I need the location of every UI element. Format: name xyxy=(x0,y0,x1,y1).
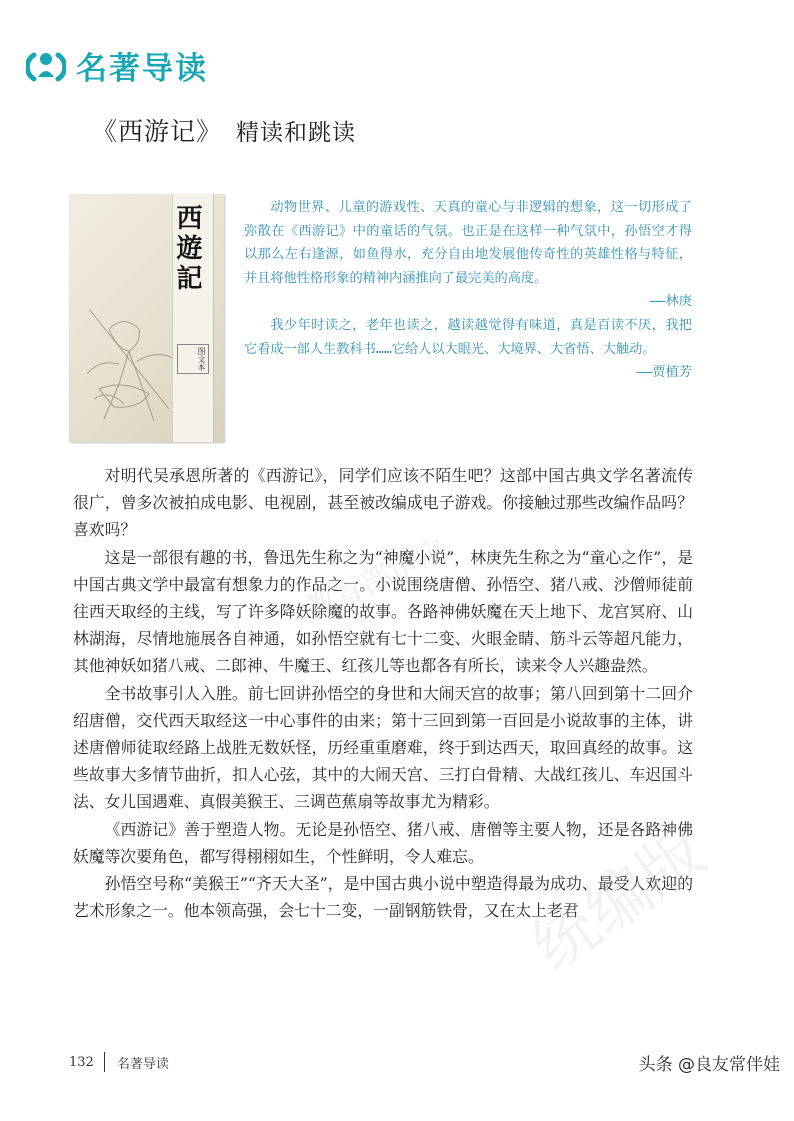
body-paragraph: 全书故事引人入胜。前七回讲孙悟空的身世和大闹天宫的故事；第八回到第十二回介绍唐僧，交代西天取经这一中心事件的由来；第十三回到第一百回是小说故事的主体，讲述唐僧师徒取经路上战胜无数妖怪，历经重重磨难，终于到达西天，取回真经的故事。这些故事大多情节曲折，扣人心弦，其中的大闹天宫、三打白骨精、大战红孩儿、车迟国斗法、女儿国遇难、真假美猴王、三调芭蕉扇等故事尤为精彩。 xyxy=(73,683,693,812)
quote-block xyxy=(244,196,692,385)
page-number: 132 xyxy=(69,1054,94,1070)
book-cover-image xyxy=(69,194,224,442)
body-paragraph: 这是一部很有趣的书，鲁迅先生称之为“神魔小说”，林庚先生称之为“童心之作”，是中国古典文学中最富有想象力的作品之一。小说围绕唐僧、孙悟空、猪八戒、沙僧师徒前往西天取经的主线，写了许多降妖除魔的故事。各路神佛妖魔在天上地下、龙宫冥府、山林湖海，尽情地施展各自神通，如孙悟空就有七十二变、火眼金睛、筋斗云等超凡能力，其他神妖如猪八戒、二郎神、牛魔王、红孩儿等也都各有所长，读来令人兴趣盎然。 xyxy=(73,547,693,676)
page-footer xyxy=(69,1052,169,1072)
body-paragraph: 对明代吴承恩所著的《西游记》，同学们应该不陌生吧？这部中国古典文学名著流传很广，曾多次被拍成电影、电视剧，甚至被改编成电子游戏。你接触过那些改编作品吗？喜欢吗？ xyxy=(73,466,693,540)
body-paragraph: 《西游记》善于塑造人物。无论是孙悟空、猪八戒、唐僧等主要人物，还是各路神佛妖魔等次要角色，都写得栩栩如生，个性鲜明，令人难忘。 xyxy=(73,819,693,866)
body-text xyxy=(73,462,693,924)
watermark: 教育部审定 xyxy=(301,532,452,628)
reading-person-icon xyxy=(26,45,66,85)
cover-title: 西遊記 xyxy=(172,204,202,294)
cover-label: 图文本 xyxy=(177,344,209,374)
book-subtitle: 精读和跳读 xyxy=(236,120,357,146)
section-header xyxy=(26,40,208,90)
footer-divider xyxy=(104,1052,105,1072)
footer-section: 名著导读 xyxy=(116,1056,169,1072)
watermark: 统编版 xyxy=(519,815,720,987)
quote-attribution: ——贾植芳 xyxy=(636,365,692,381)
quote-attribution: ——林庚 xyxy=(649,294,692,310)
monkey-king-illustration xyxy=(79,289,179,429)
book-title xyxy=(92,112,356,148)
section-title: 名著导读 xyxy=(76,50,208,87)
body-paragraph: 孙悟空号称“美猴王”“齐天大圣”，是中国古典小说中塑造得最为成功、最受人欢迎的艺术形象之一。他本领高强，会七十二变，一副钢筋铁骨，又在太上老君 xyxy=(73,874,693,921)
quote-text: 我少年时读之，老年也读之，越读越觉得有味道，真是百读不厌，我把它看成一部人生教科书……它给人以大眼光、大境界、大省悟、大触动。 xyxy=(244,317,692,357)
source-attribution: 头条 @良友常伴娃 xyxy=(638,1055,780,1075)
quote-text: 动物世界、儿童的游戏性、天真的童心与非逻辑的想象，这一切形成了弥散在《西游记》中的童话的气氛。也正是在这样一种气氛中，孙悟空才得以那么左右逢源，如鱼得水，充分自由地发展他传奇性的英雄性格与特征，并且将他性格形象的精神内涵推向了最完美的高度。 xyxy=(244,200,692,286)
book-name: 《西游记》 xyxy=(92,117,223,146)
